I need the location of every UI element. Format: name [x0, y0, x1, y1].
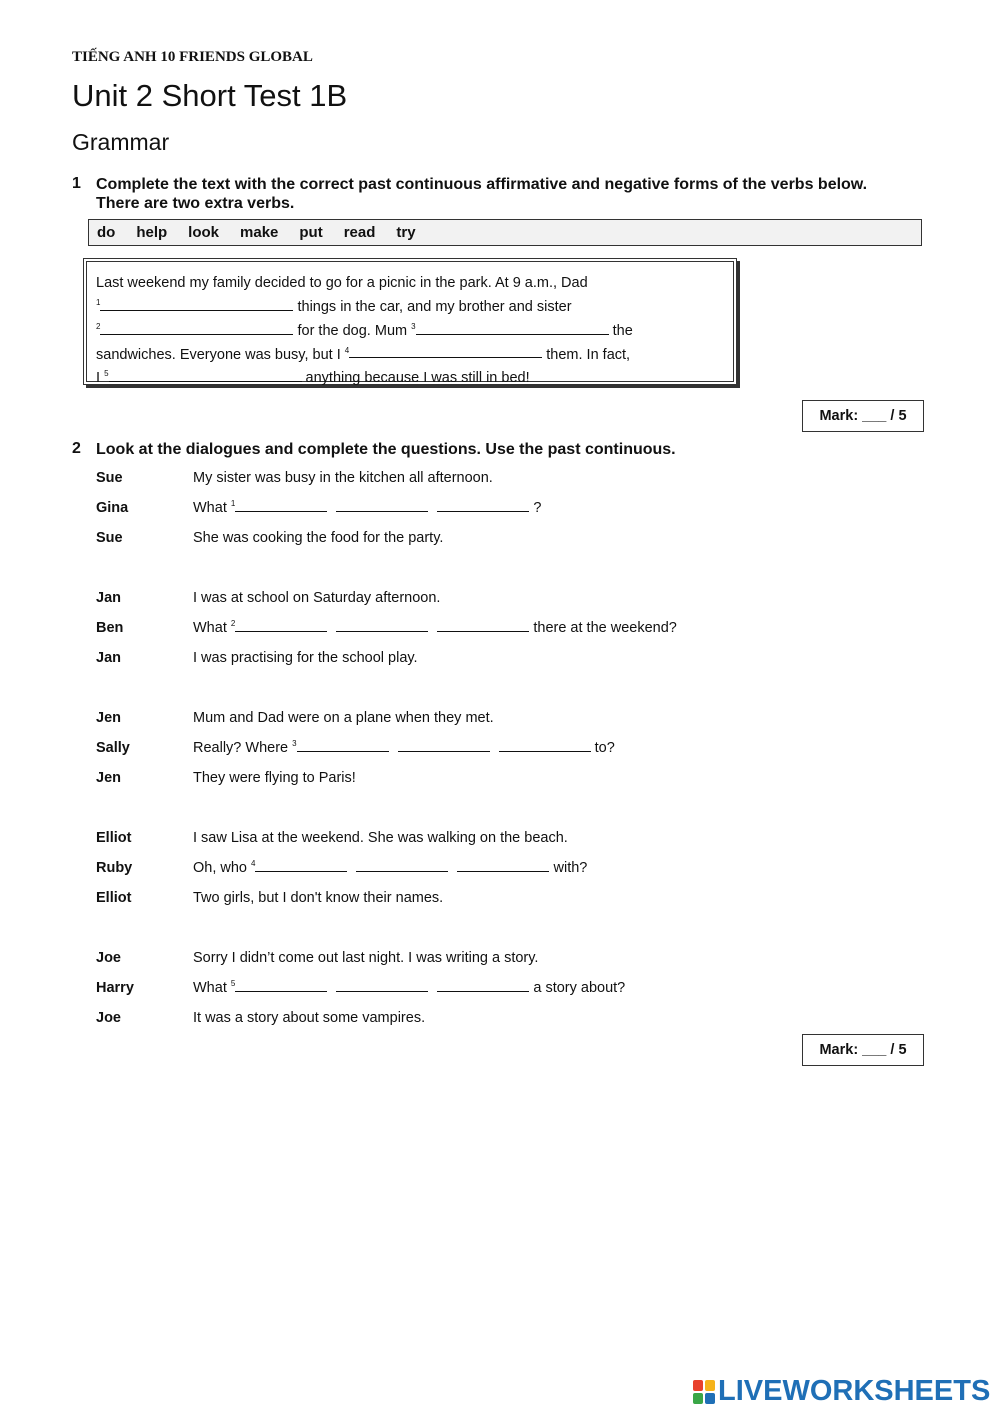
question-suffix: a story about? [529, 980, 626, 996]
gap-3-blank[interactable] [416, 320, 609, 335]
page-title: Unit 2 Short Test 1B [72, 78, 348, 113]
cloze-line [96, 273, 726, 293]
gap-1-blank[interactable] [100, 296, 293, 311]
answer-blank[interactable] [457, 857, 549, 872]
dialogue-text: I was practising for the school play. [193, 650, 418, 666]
gap-number: 2 [230, 619, 236, 629]
answer-blank[interactable] [297, 737, 389, 752]
answer-blank[interactable] [336, 977, 428, 992]
question-text [193, 617, 677, 636]
speaker-name: Ruby [96, 860, 133, 876]
cloze-text-segment: them. In fact, [542, 346, 631, 363]
question-suffix: with? [549, 860, 588, 876]
answer-blank[interactable] [235, 977, 327, 992]
speaker-name: Elliot [96, 830, 132, 846]
question-text [193, 737, 615, 756]
dialogue-text: She was cooking the food for the party. [193, 530, 444, 546]
dialogue-text: They were flying to Paris! [193, 770, 356, 786]
word-bank-item: try [396, 224, 416, 241]
gap-number: 1 [230, 499, 236, 509]
question-1-instruction [96, 175, 926, 213]
dialogue-question-line [96, 856, 587, 876]
gap-number: 3 [292, 739, 297, 749]
question-2-instruction: Look at the dialogues and complete the questions. Use the past continuous. [96, 441, 676, 458]
question-text [193, 857, 587, 876]
gap-number: 4 [251, 859, 256, 869]
question-suffix: to? [590, 740, 615, 756]
question-text [193, 977, 625, 996]
question-1-instruction-line1: Complete the text with the correct past continuous affirmative and negative forms of the verbs below. [96, 176, 868, 193]
answer-blank[interactable] [437, 977, 529, 992]
gap-2-blank[interactable] [100, 320, 293, 335]
dialogue-line [96, 466, 493, 486]
answer-blank[interactable] [356, 857, 448, 872]
speaker-name: Sue [96, 470, 123, 486]
cloze-text-segment: anything because I was still in bed! [301, 370, 530, 387]
gap-4-blank[interactable] [349, 343, 542, 358]
cloze-line [96, 341, 726, 365]
question-prefix: What [193, 500, 231, 516]
speaker-name: Joe [96, 1010, 121, 1026]
gap-number-1: 1 [96, 298, 101, 307]
cloze-text [96, 273, 726, 388]
dialogue-line [96, 706, 494, 726]
question-suffix: ? [529, 500, 542, 516]
dialogue-text: I was at school on Saturday afternoon. [193, 590, 441, 606]
dialogue-line [96, 946, 538, 966]
gap-number-5: 5 [104, 369, 109, 379]
question-1-instruction-line2: There are two extra verbs. [96, 195, 295, 212]
mark-box-q1: Mark: ___ / 5 [802, 400, 924, 432]
speaker-name: Ben [96, 620, 124, 636]
logo-text: LIVEWORKSHEETS [718, 1375, 991, 1407]
speaker-name: Gina [96, 500, 129, 516]
dialogue-question-line [96, 736, 615, 756]
cloze-text-segment: I [96, 370, 105, 387]
section-title: Grammar [72, 129, 170, 155]
dialogue-text: Two girls, but I don't know their names. [193, 890, 444, 906]
question-suffix: there at the weekend? [529, 620, 677, 636]
dialogue-line [96, 766, 356, 786]
dialogue-line [96, 886, 443, 906]
cloze-text-segment: for the dog. Mum [293, 322, 412, 339]
dialogue-line [96, 526, 443, 546]
speaker-name: Jen [96, 710, 121, 726]
speaker-name: Elliot [96, 890, 132, 906]
answer-blank[interactable] [437, 497, 529, 512]
answer-blank[interactable] [235, 497, 327, 512]
dialogue-question-line [96, 496, 541, 516]
dialogue-text: I saw Lisa at the weekend. She was walking on the beach. [193, 830, 568, 846]
answer-blank[interactable] [336, 497, 428, 512]
gap-5-blank[interactable] [109, 367, 302, 382]
cloze-text-segment: sandwiches. Everyone was busy, but I [96, 346, 345, 363]
answer-blank[interactable] [336, 617, 428, 632]
dialogue-line [96, 646, 418, 666]
logo-icon [693, 1380, 715, 1404]
liveworksheets-logo[interactable] [693, 1375, 990, 1408]
dialogue-text: It was a story about some vampires. [193, 1010, 426, 1026]
answer-blank[interactable] [437, 617, 529, 632]
course-header: TIẾNG ANH 10 FRIENDS GLOBAL [72, 49, 313, 65]
gap-number: 5 [230, 979, 236, 989]
word-bank-item: read [343, 224, 376, 241]
speaker-name: Joe [96, 950, 121, 966]
word-bank-item: put [299, 224, 323, 241]
dialogue-question-line [96, 616, 677, 636]
speaker-name: Jan [96, 650, 121, 666]
cloze-line [96, 293, 726, 317]
question-prefix: What [193, 620, 231, 636]
speaker-name: Harry [96, 980, 134, 996]
dialogues [96, 466, 916, 1036]
dialogue-line [96, 1006, 425, 1026]
question-prefix: What [193, 980, 231, 996]
answer-blank[interactable] [255, 857, 347, 872]
speaker-name: Sally [96, 740, 130, 756]
cloze-text-segment: the [608, 322, 633, 339]
cloze-text-segment: things in the car, and my brother and sister [293, 298, 572, 315]
word-bank-item: help [136, 224, 168, 241]
word-bank [88, 219, 922, 246]
gap-number-2: 2 [96, 321, 101, 331]
mark-box-q2: Mark: ___ / 5 [802, 1034, 924, 1066]
word-bank-item: look [188, 224, 220, 241]
word-bank-item: make [240, 224, 279, 241]
answer-blank[interactable] [235, 617, 327, 632]
question-2-number: 2 [72, 440, 81, 457]
speaker-name: Sue [96, 530, 123, 546]
question-prefix: Really? Where [193, 740, 293, 756]
dialogue-question-line [96, 976, 625, 996]
dialogue-line [96, 586, 440, 606]
dialogue-text: Sorry I didn’t come out last night. I was writing a story. [193, 950, 539, 966]
answer-blank[interactable] [398, 737, 490, 752]
speaker-name: Jan [96, 590, 121, 606]
gap-number-4: 4 [344, 345, 350, 355]
cloze-line [96, 317, 726, 341]
dialogue-line [96, 826, 568, 846]
cloze-line [96, 364, 726, 388]
dialogue-text: Mum and Dad were on a plane when they met. [193, 710, 494, 726]
question-prefix: Oh, who [193, 860, 252, 876]
question-1-number: 1 [72, 175, 81, 192]
word-bank-item: do [97, 224, 116, 241]
answer-blank[interactable] [499, 737, 591, 752]
gap-number-3: 3 [411, 321, 416, 331]
dialogue-text: My sister was busy in the kitchen all afternoon. [193, 470, 493, 486]
cloze-text-segment: Last weekend my family decided to go for a picnic in the park. At 9 a.m., Dad [96, 275, 588, 291]
speaker-name: Jen [96, 770, 121, 786]
question-text [193, 497, 541, 516]
